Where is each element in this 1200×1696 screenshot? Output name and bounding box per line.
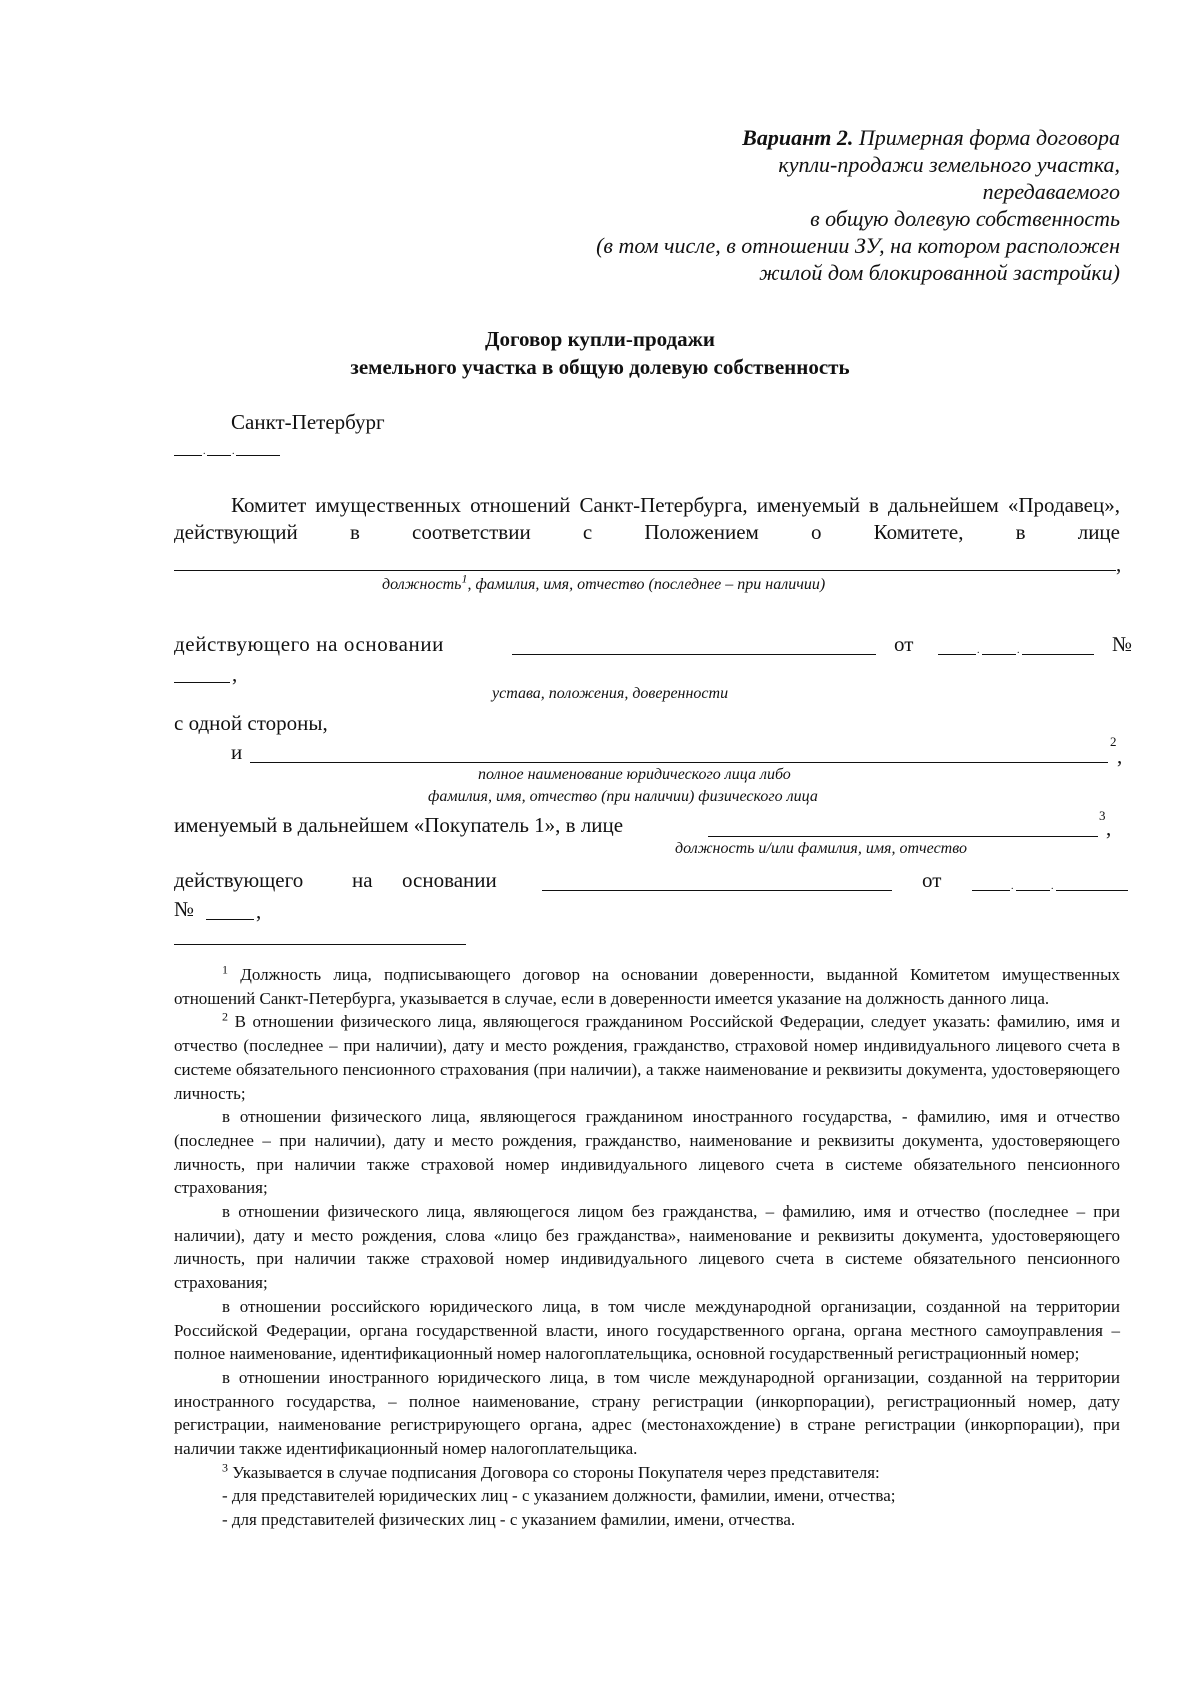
footnote-3-item-a: - для представителей юридических лиц - с указанием должности, фамилии, имени, отчества;: [222, 1486, 896, 1506]
caption-position-text: должность: [382, 576, 462, 593]
variant-line-3: передаваемого: [982, 179, 1120, 204]
intro-paragraph: Комитет имущественных отношений Санкт-Петербурга, именуемый в дальнейшем «Продавец», действующий в соответствии с Положением о Комитете, в лице: [174, 493, 1120, 544]
buyer1-representative-field[interactable]: [708, 836, 1098, 837]
footnote-separator: [174, 944, 466, 945]
basis2-label-1: действующего: [174, 868, 304, 892]
footnote-ref-2: 2: [1110, 734, 1117, 749]
footnote-2-text-a: В отношении физического лица, являющегося гражданином Российской Федерации, следует указать: фамилию, имя и отчество (последнее – при наличии), дату и место рождения, гражданство, страховой номер индивидуального лицевого счета в системе обязательного пенсионного страхования (при наличии), а также наименование и реквизиты документа, удостоверяющего личность;: [174, 1012, 1120, 1103]
caption-position-rest: , фамилия, имя, отчество (последнее – при наличии): [467, 576, 826, 593]
buyer1-label: именуемый в дальнейшем «Покупатель 1», в лице: [174, 813, 624, 837]
footnote-2-text-d: в отношении российского юридического лица, в том числе международной организации, созданной на территории Российской Федерации, органа государственной власти, иного государственного органа, органа местного самоуправления – полное наименование, идентификационный номер налогоплательщика, основной государственный регистрационный номер;: [174, 1296, 1120, 1364]
buyer-name-field[interactable]: [250, 762, 1108, 763]
variant-label: Вариант 2.: [742, 125, 854, 150]
footnote-2-text-e: в отношении иностранного юридического лица, в том числе международной организации, созданной на территории иностранного государства, – полное наименование, страну регистрации (инкорпорации), регистрационный номер, дату регистрации, наименование регистрирующего органа, адрес (местонахождение) в стране регистрации (инкорпорации), при наличии также идентификационный номер налогоплательщика.: [174, 1367, 1120, 1459]
footnote-2: [174, 1010, 1120, 1105]
basis1-label: действующего на основании: [174, 632, 445, 656]
footnote-2-number: 2: [222, 1009, 228, 1024]
footnote-3: [174, 1461, 1120, 1485]
variant-line-1: Примерная форма договора: [853, 125, 1120, 150]
footnote-3-text: Указывается в случае подписания Договора со стороны Покупателя через представителя:: [228, 1462, 880, 1482]
seller-representative-caption: [382, 571, 826, 594]
footnote-3-number: 3: [222, 1460, 228, 1475]
footnote-2-text-b: в отношении физического лица, являющегося гражданином иностранного государства, - фамилию, имя и отчество (последнее – при наличии), дату и место рождения, гражданство, наименование и реквизиты документа, удостоверяющего личность, при наличии также страховой номер индивидуального лицевого счета в системе обязательного пенсионного страхования;: [174, 1107, 1120, 1198]
basis1-caption: устава, положения, доверенности: [492, 685, 729, 702]
basis2-label-2: на: [352, 868, 373, 892]
basis1-date-field[interactable]: . .: [938, 632, 1094, 656]
basis2-comma: ,: [256, 899, 262, 923]
basis1-comma: ,: [232, 662, 238, 686]
basis1-from: от: [894, 632, 914, 656]
footnote-1-number: 1: [222, 962, 228, 977]
buyer1-comma: ,: [1106, 816, 1112, 840]
basis2-number-field[interactable]: [206, 919, 254, 920]
date-placeholder[interactable]: . .: [174, 433, 282, 457]
document-title-line-1: Договор купли-продажи: [485, 327, 715, 351]
variant-header: [420, 124, 1120, 286]
footnote-2-text-c: в отношении физического лица, являющегося лицом без гражданства, – фамилию, имя и отчество (последнее – при наличии), дату и место рождения, слова «лицо без гражданства», наименование и реквизиты документа, удостоверяющего личность, при наличии также страховой номер индивидуального лицевого счета в системе обязательного пенсионного страхования;: [174, 1202, 1120, 1293]
seller-representative-field[interactable]: [174, 570, 1116, 571]
basis1-number-sign: №: [1112, 632, 1133, 656]
basis2-date-field[interactable]: . .: [972, 868, 1128, 892]
buyer1-caption: должность и/или фамилия, имя, отчество: [675, 840, 967, 857]
seller-representative-comma: ,: [1116, 552, 1122, 576]
and-label: и: [231, 740, 243, 764]
basis2-document-field[interactable]: [542, 890, 892, 891]
basis1-document-field[interactable]: [512, 654, 876, 655]
buyer-name-comma: ,: [1117, 744, 1123, 768]
basis1-number-field[interactable]: [174, 682, 230, 683]
city: Санкт-Петербург: [231, 410, 385, 434]
footnote-ref-1: 1: [461, 571, 468, 586]
buyer-name-caption-2: фамилия, имя, отчество (при наличии) физического лица: [428, 788, 818, 805]
footnote-3-item-b: - для представителей физических лиц - с указанием фамилии, имени, отчества.: [222, 1510, 796, 1530]
footnotes: [174, 963, 1120, 1532]
basis2-label-3: основании: [402, 868, 497, 892]
buyer-name-caption-1: полное наименование юридического лица либо: [478, 766, 791, 783]
variant-line-4: в общую долевую собственность: [810, 206, 1120, 231]
variant-line-2: купли-продажи земельного участка,: [778, 152, 1120, 177]
footnote-1: [174, 963, 1120, 1010]
basis2-number-sign: №: [174, 897, 195, 921]
document-title-line-2: земельного участка в общую долевую собственность: [350, 355, 850, 379]
footnote-1-text: Должность лица, подписывающего договор на основании доверенности, выданной Комитетом имущественных отношений Санкт-Петербурга, указывается в случае, если в доверенности имеется указание на должность данного лица.: [174, 965, 1120, 1008]
variant-line-5: (в том числе, в отношении ЗУ, на котором расположен: [596, 233, 1120, 258]
footnote-ref-3: 3: [1099, 808, 1106, 823]
variant-line-6: жилой дом блокированной застройки): [759, 260, 1120, 285]
one-side: с одной стороны,: [174, 711, 328, 735]
basis2-from: от: [922, 868, 942, 892]
